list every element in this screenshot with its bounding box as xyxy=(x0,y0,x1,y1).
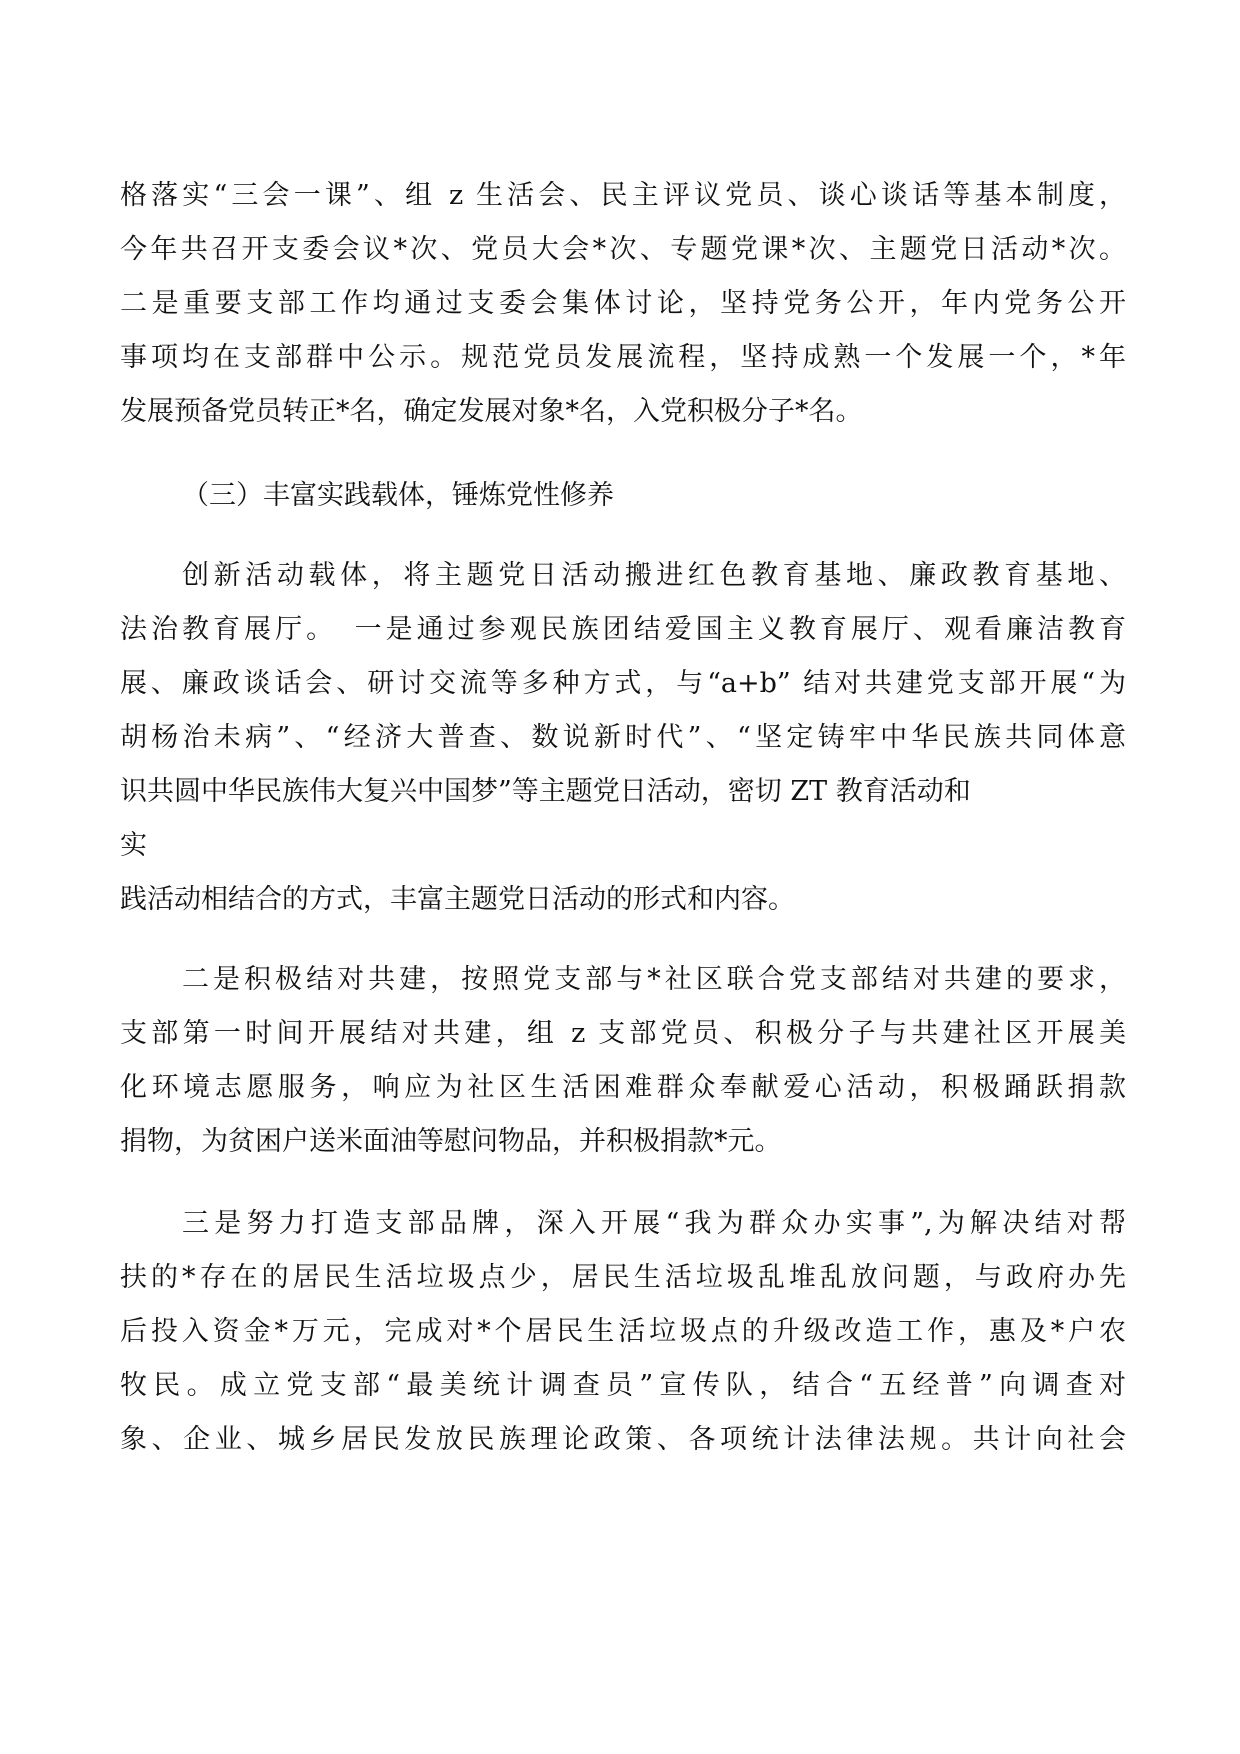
section-heading: （三）丰富实践载体，锤炼党性修养 xyxy=(182,480,614,511)
text-line: 展、廉政谈话会、研讨交流等多种方式，与“a+b” 结对共建党支部开展“为 xyxy=(120,668,1126,699)
text-line: 创新活动载体，将主题党日活动搬进红色教育基地、廉政教育基地、 xyxy=(182,560,1126,591)
text-line: 格落实“三会一课”、组 z 生活会、民主评议党员、谈心谈话等基本制度， xyxy=(120,180,1126,211)
text-line: 识共圆中华民族伟大复兴中国梦”等主题党日活动，密切 ZT 教育活动和 xyxy=(120,776,971,807)
text-line: 二是积极结对共建，按照党支部与*社区联合党支部结对共建的要求， xyxy=(182,964,1126,995)
text-line: 法治教育展厅。 一是通过参观民族团结爱国主义教育展厅、观看廉洁教育 xyxy=(120,614,1126,645)
text-line: 践活动相结合的方式，丰富主题党日活动的形式和内容。 xyxy=(120,884,795,915)
text-line: 三是努力打造支部品牌，深入开展“我为群众办实事”,为解决结对帮 xyxy=(182,1208,1126,1239)
text-line: 发展预备党员转正*名，确定发展对象*名，入党积极分子*名。 xyxy=(120,396,863,427)
text-line: 实 xyxy=(120,830,147,861)
text-line: 象、企业、城乡居民发放民族理论政策、各项统计法律法规。共计向社会 xyxy=(120,1424,1126,1455)
text-line: 牧民。成立党支部“最美统计调查员”宣传队，结合“五经普”向调查对 xyxy=(120,1370,1126,1401)
text-line: 扶的*存在的居民生活垃圾点少，居民生活垃圾乱堆乱放问题，与政府办先 xyxy=(120,1262,1126,1293)
text-line: 胡杨治未病”、“经济大普查、数说新时代”、“坚定铸牢中华民族共同体意 xyxy=(120,722,1126,753)
text-line: 支部第一时间开展结对共建，组 z 支部党员、积极分子与共建社区开展美 xyxy=(120,1018,1126,1049)
text-line: 后投入资金*万元，完成对*个居民生活垃圾点的升级改造工作，惠及*户农 xyxy=(120,1316,1126,1347)
text-line: 二是重要支部工作均通过支委会集体讨论，坚持党务公开，年内党务公开 xyxy=(120,288,1126,319)
text-line: 事项均在支部群中公示。规范党员发展流程，坚持成熟一个发展一个，*年 xyxy=(120,342,1126,373)
text-line: 化环境志愿服务，响应为社区生活困难群众奉献爱心活动，积极踊跃捐款 xyxy=(120,1072,1126,1103)
text-line: 捐物，为贫困户送米面油等慰问物品，并积极捐款*元。 xyxy=(120,1126,782,1157)
text-line: 今年共召开支委会议*次、党员大会*次、专题党课*次、主题党日活动*次。 xyxy=(120,234,1126,265)
